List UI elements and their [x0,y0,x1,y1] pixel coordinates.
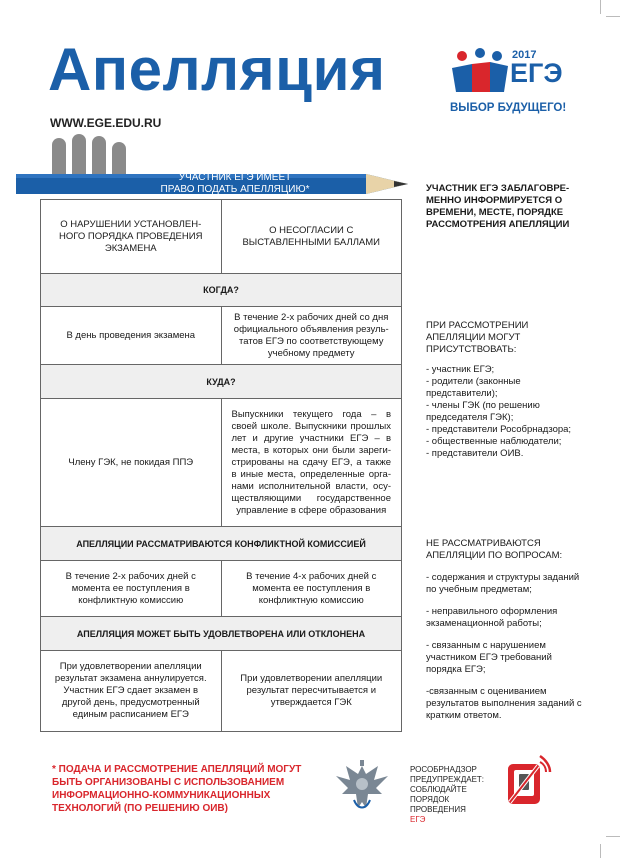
notice-text: УЧАСТНИК ЕГЭ ЗАБЛАГОВРЕ-МЕННО ИНФОРМИРУЕТСЯ О ВРЕМЕНИ, МЕСТЕ, ПОРЯДКЕ РАССМОТРЕНИЯ АПЕЛЛЯЦИИ [426,183,570,230]
commission-left-cell: В течение 2-х рабочих дней с момента ее поступления в конфликтную комиссию [65,570,196,606]
where-left-cell: Члену ГЭК, не покидая ППЭ [68,456,194,468]
list-item: - участник ЕГЭ; [426,364,495,375]
crop-mark [600,0,601,14]
list-item: - родители (законные представители); [426,376,521,399]
rosobrnadzor-note: РОСОБРНАДЗОР ПРЕДУПРЕЖДАЕТ: СОБЛЮДАЙТЕ ПОРЯДОК ПРОВЕДЕНИЯ ЕГЭ [410,765,485,824]
appeal-table [40,199,402,732]
when-right-cell: В течение 2-х рабочих дней со дня официального объявления резуль-татов ЕГЭ по соответствующему учебному предмету [221,307,402,364]
table-row [41,651,401,731]
table-header-result: АПЕЛЛЯЦИЯ МОЖЕТ БЫТЬ УДОВЛЕТВОРЕНА ИЛИ ОТКЛОНЕНА [41,617,401,651]
present-list [426,364,582,460]
ict-warning: * ПОДАЧА И РАССМОТРЕНИЕ АПЕЛЛЯЦИЙ МОГУТ БЫТЬ ОРГАНИЗОВАНЫ С ИСПОЛЬЗОВАНИЕМ ИНФОРМАЦИОННО-КОММУНИКАЦИОННЫХ ТЕХНОЛОГИЙ (ПО РЕШЕНИЮ ОИВ) [52,764,302,814]
table-header-commission: АПЕЛЛЯЦИИ РАССМАТРИВАЮТСЯ КОНФЛИКТНОЙ КОМИССИЕЙ [41,527,401,561]
procedure-violation-cell: О НАРУШЕНИИ УСТАНОВЛЕН-НОГО ПОРЯДКА ПРОВЕДЕНИЯ ЭКЗАМЕНА [59,218,203,254]
commission-right-cell: В течение 4-х рабочих дней с момента ее поступления в конфликтную комиссию [221,561,402,616]
table-header-when: КОГДА? [41,274,401,307]
crop-mark [606,16,620,17]
list-item: -связанным с оцениванием результатов выполнения заданий с кратким ответом. [426,686,582,721]
result-left-cell: При удовлетворении апелляции результат экзамена аннулируется. Участник ЕГЭ сдает экзамен в другой день, предусмотренный единым расписанием ЕГЭ [54,661,207,720]
not-considered-list [426,572,582,722]
present-title: ПРИ РАССМОТРЕНИИ АПЕЛЛЯЦИИ МОГУТ ПРИСУТСТВОВАТЬ: [426,320,529,355]
list-item: - неправильного оформления экзаменационной работы; [426,606,558,629]
no-phone-icon [500,752,552,808]
not-considered-title: НЕ РАССМАТРИВАЮТСЯ АПЕЛЛЯЦИИ ПО ВОПРОСАМ: [426,538,563,561]
pencil-label: УЧАСТНИК ЕГЭ ИМЕЕТ ПРАВО ПОДАТЬ АПЕЛЛЯЦИЮ* [160,172,310,195]
page-title: Апелляция [48,36,386,103]
list-item: - содержания и структуры заданий по учебным предметам; [426,572,580,595]
table-row [41,399,401,527]
crop-mark [606,836,620,837]
score-disagreement-cell: О НЕСОГЛАСИИ С ВЫСТАВЛЕННЫМИ БАЛЛАМИ [221,200,402,273]
list-item: - представители ОИВ. [426,448,524,459]
list-item: - связанным с нарушением участником ЕГЭ требований порядка ЕГЭ; [426,640,552,675]
list-item: - общественные наблюдатели; [426,436,562,447]
table-header-where: КУДА? [41,365,401,399]
result-right-cell: При удовлетворении апелляции результат пересчитывается и утверждается ГЭК [221,651,402,731]
logo-slogan: ВЫБОР БУДУЩЕГО! [450,102,567,114]
website-url[interactable]: WWW.EGE.EDU.RU [50,116,162,130]
crop-mark [600,844,601,858]
where-right-cell: Выпускники текущего года – в своей школе. Выпускники прошлых лет и другие участники ЕГЭ – в места, в которых они были зареги-стрированы на сдачу ЕГЭ, а также в иные места, определенные орга-нами исполнительной власти, осу-ществляющими государственное управление в сфере образования [221,399,402,526]
table-row [41,561,401,617]
table-row [41,307,401,365]
when-left-cell: В день проведения экзамена [66,329,196,341]
list-item: - члены ГЭК (по решению председателя ГЭК); [426,400,540,423]
double-headed-eagle-icon [332,758,392,816]
table-row [41,200,401,274]
ege-people-icon [450,46,510,98]
logo-text: ЕГЭ [510,58,563,88]
logo-year: 2017 [512,49,537,61]
ege-logo [450,44,580,124]
list-item: - представители Рособрнадзора; [426,424,572,435]
